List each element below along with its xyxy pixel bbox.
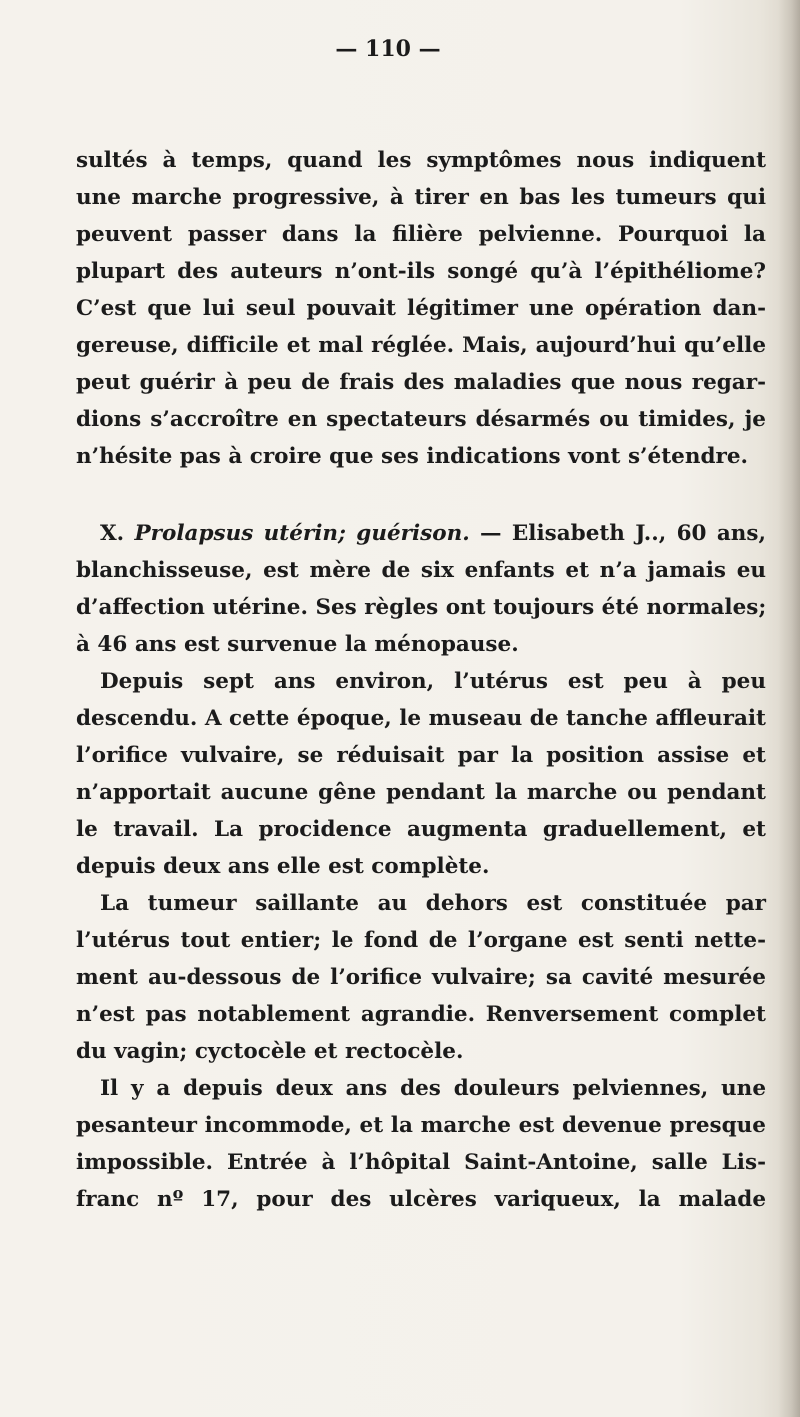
text-line: plupart des auteurs n’ont-ils songé qu’à l’épithéliome? [76,259,766,284]
paragraph-2 [76,515,766,663]
page-edge-shadow [778,0,800,1417]
text-line: le travail. La procidence augmenta graduellement, et [76,817,766,842]
case-heading-rest: — Elisabeth J.., 60 ans, [469,521,766,546]
body-text [76,142,766,1218]
case-heading-line [76,515,766,552]
text-line: d’affection utérine. Ses règles ont toujours été normales; [76,595,767,620]
text-line: La tumeur saillante au dehors est constituée par [100,891,766,916]
case-number: X. [100,521,125,546]
paragraph-5 [76,1070,766,1218]
text-line: peut guérir à peu de frais des maladies que nous regar- [76,370,766,395]
text-line: C’est que lui seul pouvait légitimer une opération dan- [76,296,766,321]
text-line: dions s’accroître en spectateurs désarmés ou timides, je [76,407,766,432]
text-line: impossible. Entrée à l’hôpital Saint-Antoine, salle Lis- [76,1150,766,1175]
text-line: à 46 ans est survenue la ménopause. [76,632,519,657]
text-line: peuvent passer dans la filière pelvienne. Pourquoi la [76,222,766,247]
text-line: descendu. A cette époque, le museau de tanche affleurait [76,706,766,731]
case-title: Prolapsus utérin; guérison. [134,521,470,546]
text-line: n’est pas notablement agrandie. Renversement complet [76,1002,766,1027]
page-number: — 110 — [335,36,441,62]
text-line: depuis deux ans elle est complète. [76,854,490,879]
text-line: franc nº 17, pour des ulcères variqueux, la malade [76,1187,766,1212]
text-line: sultés à temps, quand les symptômes nous indiquent [76,148,766,173]
text-line: pesanteur incommode, et la marche est devenue presque [76,1113,766,1138]
paragraph-gap [76,475,766,515]
text-line: du vagin; cyctocèle et rectocèle. [76,1039,464,1064]
paragraph-4 [76,885,766,1070]
text-line: ment au-dessous de l’orifice vulvaire; sa cavité mesurée [76,965,766,990]
paragraph-3 [76,663,766,885]
text-line: Depuis sept ans environ, l’utérus est peu à peu [100,669,766,694]
text-line: Il y a depuis deux ans des douleurs pelviennes, une [100,1076,766,1101]
text-line: n’apportait aucune gêne pendant la marche ou pendant [76,780,766,805]
text-line: blanchisseuse, est mère de six enfants et n’a jamais eu [76,558,766,583]
text-line: une marche progressive, à tirer en bas les tumeurs qui [76,185,766,210]
text-line: l’utérus tout entier; le fond de l’organe est senti nette- [76,928,766,953]
text-line: gereuse, difficile et mal réglée. Mais, aujourd’hui qu’elle [76,333,766,358]
text-line: l’orifice vulvaire, se réduisait par la position assise et [76,743,766,768]
paragraph-1 [76,142,766,475]
text-line: n’hésite pas à croire que ses indications vont s’étendre. [76,444,748,469]
